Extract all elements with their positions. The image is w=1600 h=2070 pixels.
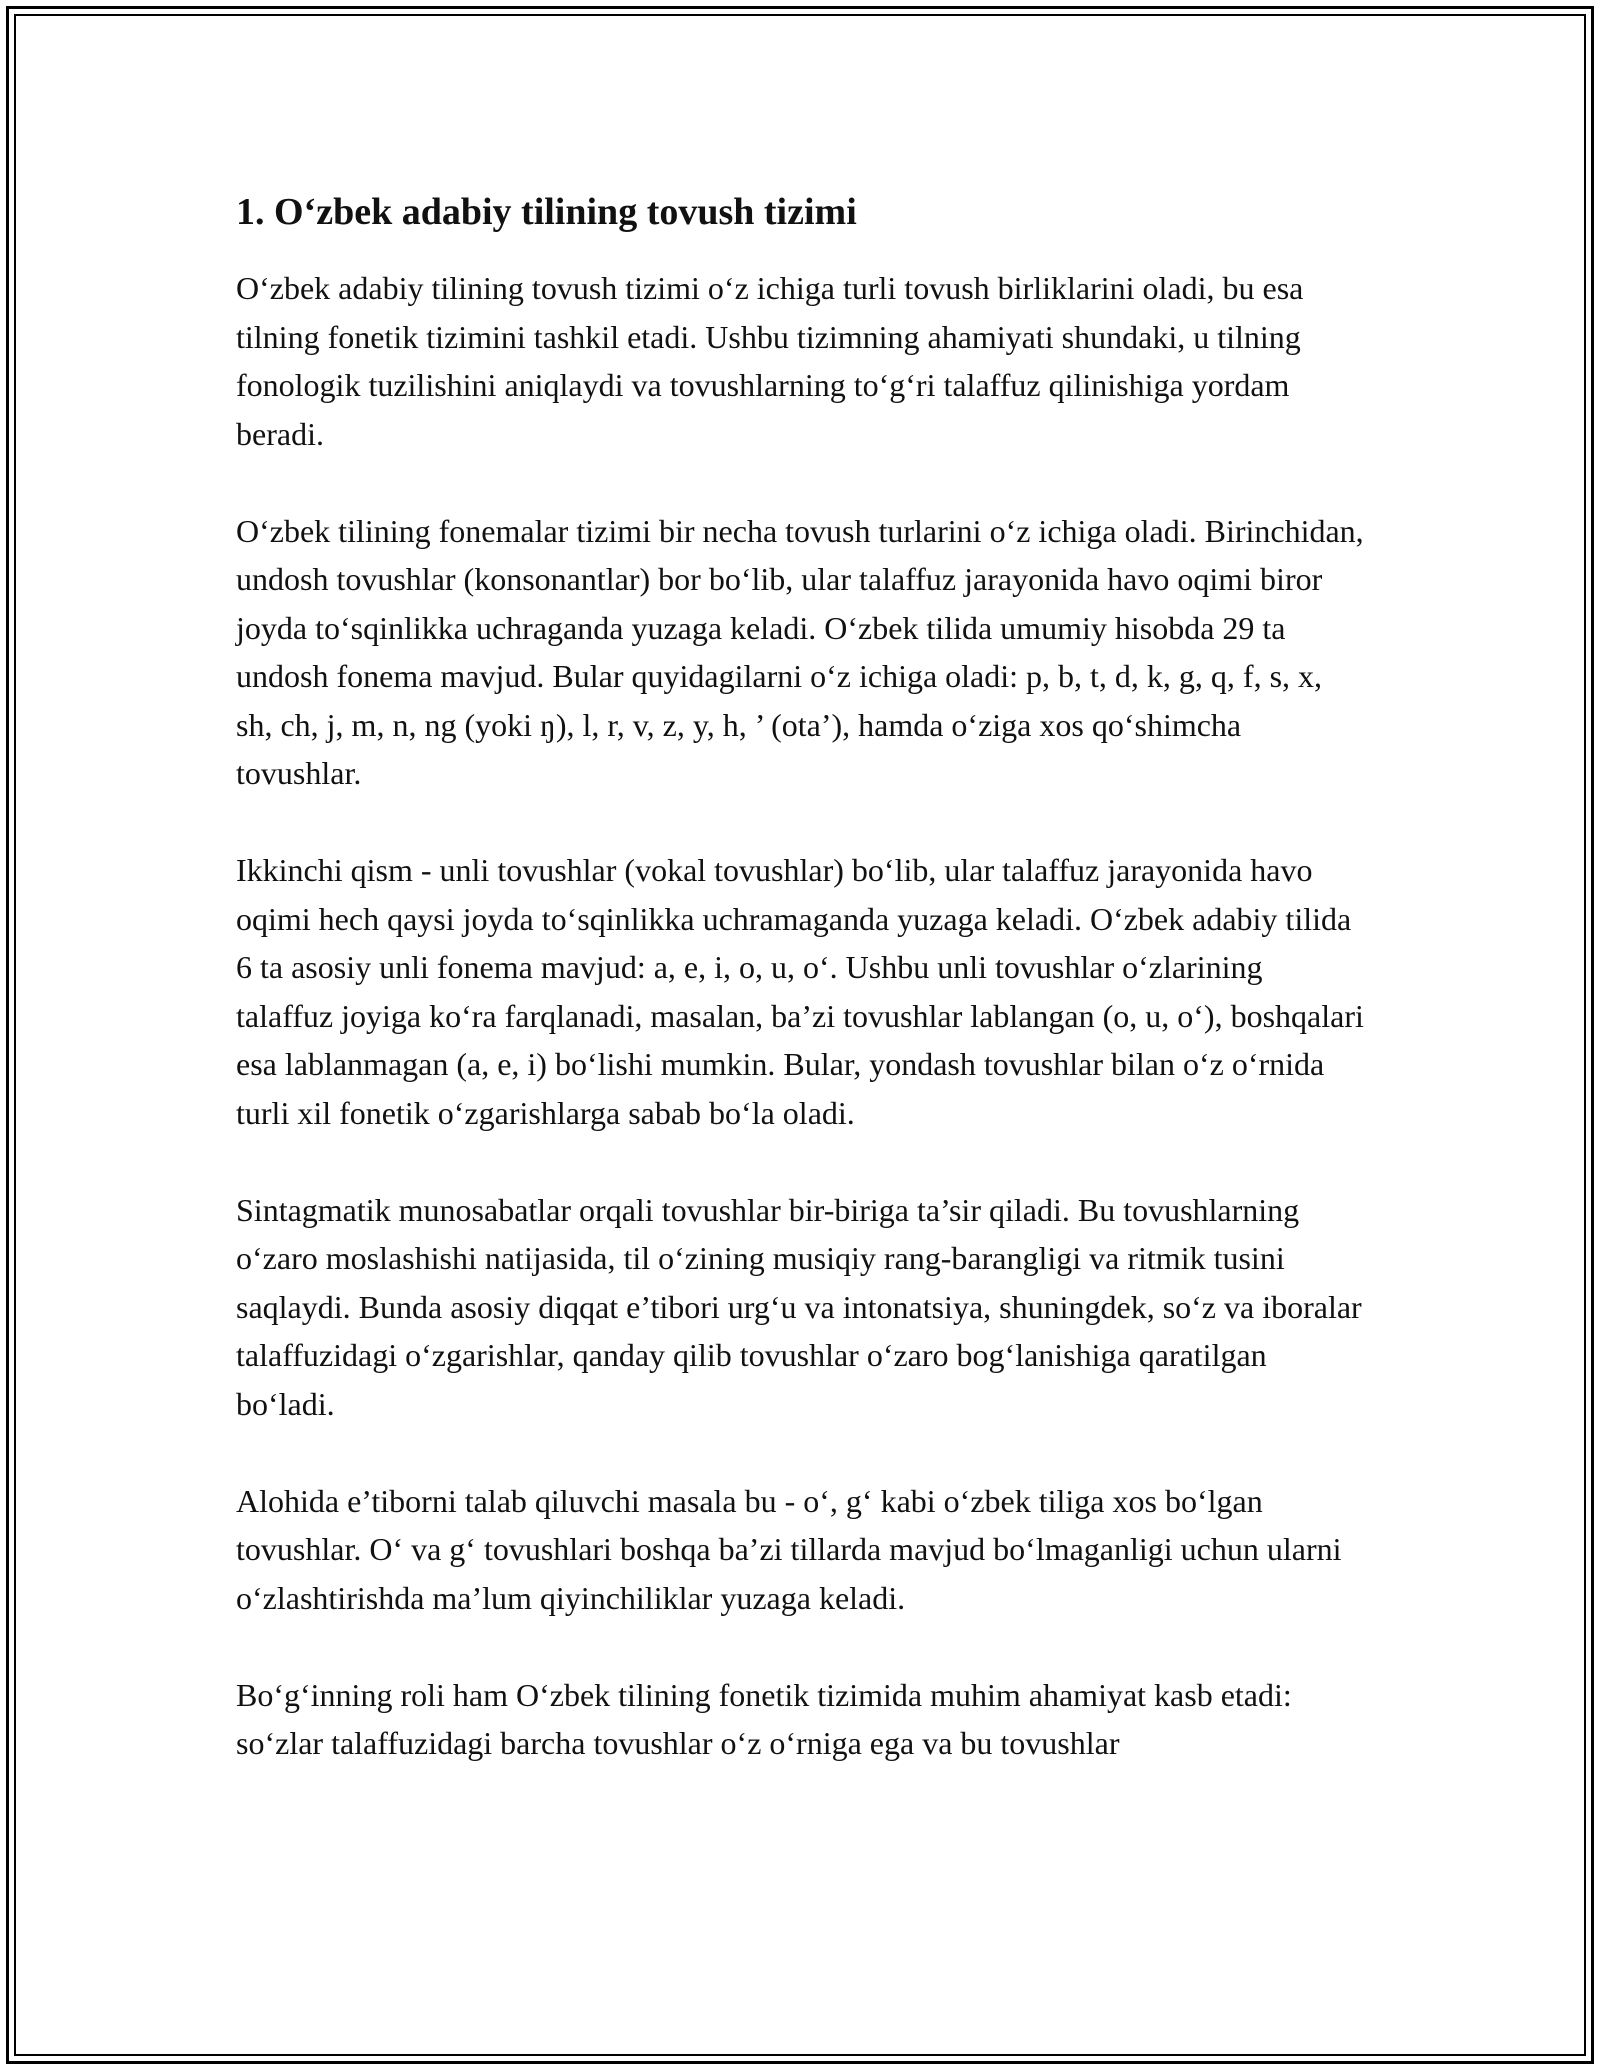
paragraph-3: Ikkinchi qism - unli tovushlar (vokal tovushlar) bo‘lib, ular talaffuz jarayonida havo oqimi hech qaysi joyda to‘sqinlikka uchramaganda yuzaga keladi. O‘zbek adabiy tilida 6 ta asosiy unli fonema mavjud: a, e, i, o, u, o‘. Ushbu unli tovushlar o‘zlarining talaffuz joyiga ko‘ra farqlanadi, masalan, ba’zi tovushlar lablangan (o, u, o‘), boshqalari esa lablanmagan (a, e, i) bo‘lishi mumkin. Bular, yondash tovushlar bilan o‘z o‘rnida turli xil fonetik o‘zgarishlarga sabab bo‘la oladi. (236, 852, 1364, 1131)
paragraph-4: Sintagmatik munosabatlar orqali tovushlar bir-biriga ta’sir qiladi. Bu tovushlarning o‘zaro moslashishi natijasida, til o‘zining musiqiy rang-barangligi va ritmik tusini saqlaydi. Bunda asosiy diqqat e’tibori urg‘u va intonatsiya, shuningdek, so‘z va iboralar talaffuzidagi o‘zgarishlar, qanday qilib tovushlar o‘zaro bog‘lanishiga qaratilgan bo‘ladi. (236, 1191, 1362, 1422)
paragraph-5: Alohida e’tiborni talab qiluvchi masala bu - o‘, g‘ kabi o‘zbek tiliga xos bo‘lgan tovushlar. O‘ va g‘ tovushlari boshqa ba’zi tillarda mavjud bo‘lmaganligi uchun ularni o‘zlashtirishda ma’lum qiyinchiliklar yuzaga keladi. (236, 1482, 1342, 1616)
paragraph-1: O‘zbek adabiy tilining tovush tizimi o‘z ichiga turli tovush birliklarini oladi, bu esa tilning fonetik tizimini tashkil etadi. Ushbu tizimning ahamiyati shundaki, u tilning fonologik tuzilishini aniqlaydi va tovushlarning to‘g‘ri talaffuz qilinishiga yordam beradi. (236, 270, 1304, 452)
document-body (236, 188, 1366, 1816)
section-heading: 1. O‘zbek adabiy tilining tovush tizimi (236, 191, 857, 233)
paragraph-6: Bo‘g‘inning roli ham O‘zbek tilining fonetik tizimida muhim ahamiyat kasb etadi: so‘zlar talaffuzidagi barcha tovushlar o‘z o‘rniga ega va bu tovushlar (236, 1676, 1292, 1761)
paragraph-2: O‘zbek tilining fonemalar tizimi bir necha tovush turlarini o‘z ichiga oladi. Birinchidan, undosh tovushlar (konsonantlar) bor bo‘lib, ular talaffuz jarayonida havo oqimi biror joyda to‘sqinlikka uchraganda yuzaga keladi. O‘zbek tilida umumiy hisobda 29 ta undosh fonema mavjud. Bular quyidagilarni o‘z ichiga oladi: p, b, t, d, k, g, q, f, s, x, sh, ch, j, m, n, ng (yoki ŋ), l, r, v, z, y, h, ’ (ota’), hamda o‘ziga xos qo‘shimcha tovushlar. (236, 512, 1364, 791)
